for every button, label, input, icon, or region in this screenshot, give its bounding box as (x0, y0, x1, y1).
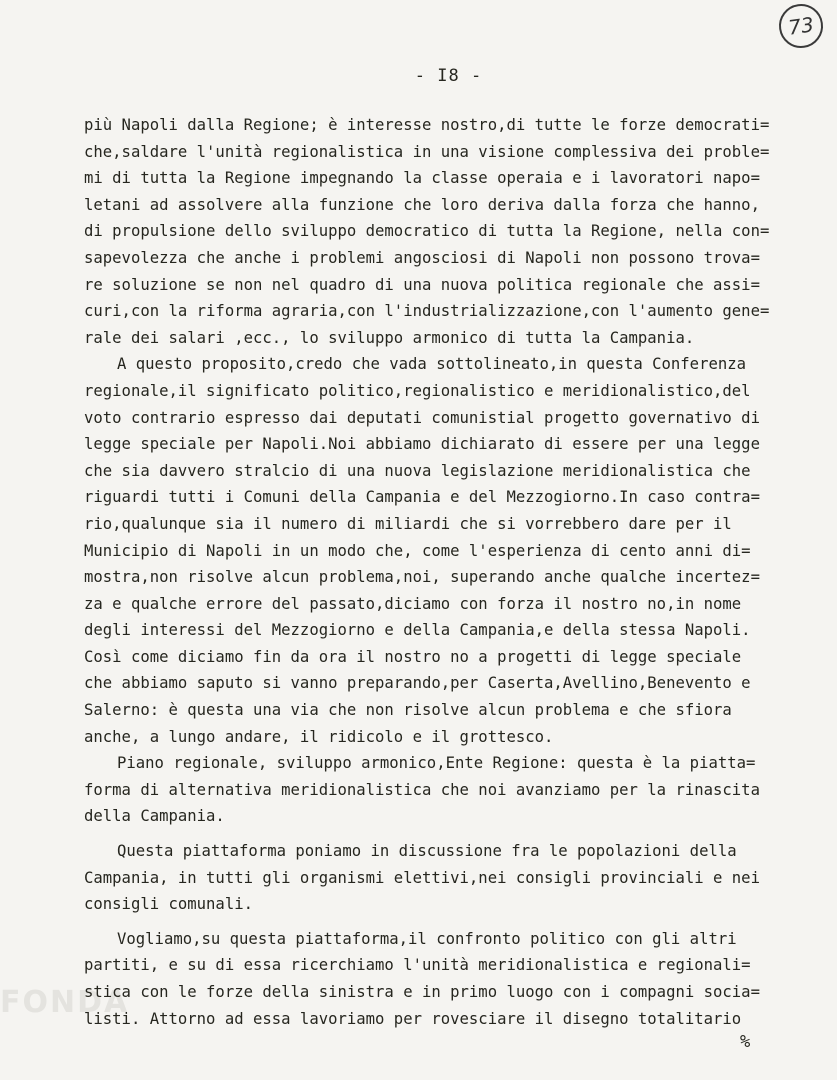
text-line: curi,con la riforma agraria,con l'industrializzazione,con l'aumento gene= (84, 302, 770, 321)
text-line: sapevolezza che anche i problemi angosciosi di Napoli non possono trova= (84, 248, 760, 267)
text-line: di propulsione dello sviluppo democratico di tutta la Regione, nella con= (84, 222, 770, 241)
text-line: Così come diciamo fin da ora il nostro no a progetti di legge speciale (84, 647, 742, 666)
text-line: più Napoli dalla Regione; è interesse nostro,di tutte le forze democrati= (84, 116, 770, 134)
text-line: rale dei salari ,ecc., lo sviluppo armonico di tutta la Campania. (84, 328, 695, 347)
text-line: Questa piattaforma poniamo in discussione fra le popolazioni della (117, 842, 737, 861)
text-line: listi. Attorno ad essa lavoriamo per rovesciare il disegno totalitario (84, 1009, 742, 1028)
text-line: voto contrario espresso dai deputati comunistial progetto governativo di (84, 408, 760, 427)
text-line: letani ad assolvere alla funzione che loro deriva dalla forza che hanno, (84, 195, 760, 214)
text-line: degli interessi del Mezzogiorno e della Campania,e della stessa Napoli. (84, 621, 751, 640)
text-line: mostra,non risolve alcun problema,noi, superando anche qualche incertez= (84, 568, 760, 587)
text-line: legge speciale per Napoli.Noi abbiamo dichiarato di essere per una legge (84, 435, 760, 454)
text-line: forma di alternativa meridionalistica che noi avanziamo per la rinascita (84, 780, 760, 799)
text-line: regionale,il significato politico,regionalistico e meridionalistico,del (84, 381, 751, 400)
text-line: Municipio di Napoli in un modo che, come l'esperienza di cento anni di= (84, 541, 751, 560)
text-line: mi di tutta la Regione impegnando la classe operaia e i lavoratori napo= (84, 169, 760, 188)
text-line: re soluzione se non nel quadro di una nuova politica regionale che assi= (84, 275, 760, 294)
text-line: partiti, e su di essa ricerchiamo l'unità meridionalistica e regionali= (84, 956, 751, 975)
continuation-mark: % (740, 1032, 751, 1052)
text-line: che,saldare l'unità regionalistica in una visione complessiva dei proble= (84, 142, 770, 161)
text-line: Campania, in tutti gli organismi elettivi,nei consigli provinciali e nei (84, 868, 760, 887)
text-line: della Campania. (84, 807, 225, 826)
text-line: stica con le forze della sinistra e in primo luogo con i compagni socia= (84, 983, 760, 1001)
body-text (84, 112, 804, 1032)
text-line: rio,qualunque sia il numero di miliardi che si vorrebbero dare per il (84, 514, 732, 533)
text-line: Salerno: è questa una via che non risolve alcun problema e che sfiora (84, 701, 732, 720)
text-line: Piano regionale, sviluppo armonico,Ente Regione: questa è la piatta= (117, 754, 756, 773)
text-line: za e qualche errore del passato,diciamo con forza il nostro no,in nome (84, 594, 742, 613)
text-line: che abbiamo saputo si vanno preparando,per Caserta,Avellino,Benevento e (84, 674, 751, 693)
archive-watermark: FONDA (0, 985, 130, 1020)
text-line: che sia davvero stralcio di una nuova legislazione meridionalistica che (84, 461, 751, 480)
text-line: consigli comunali. (84, 895, 253, 914)
text-line: riguardi tutti i Comuni della Campania e del Mezzogiorno.In caso contra= (84, 488, 760, 507)
page-number: - I8 - (414, 66, 483, 86)
text-line: Vogliamo,su questa piattaforma,il confronto politico con gli altri (117, 929, 737, 948)
text-line: anche, a lungo andare, il ridicolo e il grottesco. (84, 727, 554, 746)
page-stamp: 73 (776, 1, 826, 51)
text-line: A questo proposito,credo che vada sottolineato,in questa Conferenza (117, 355, 747, 374)
